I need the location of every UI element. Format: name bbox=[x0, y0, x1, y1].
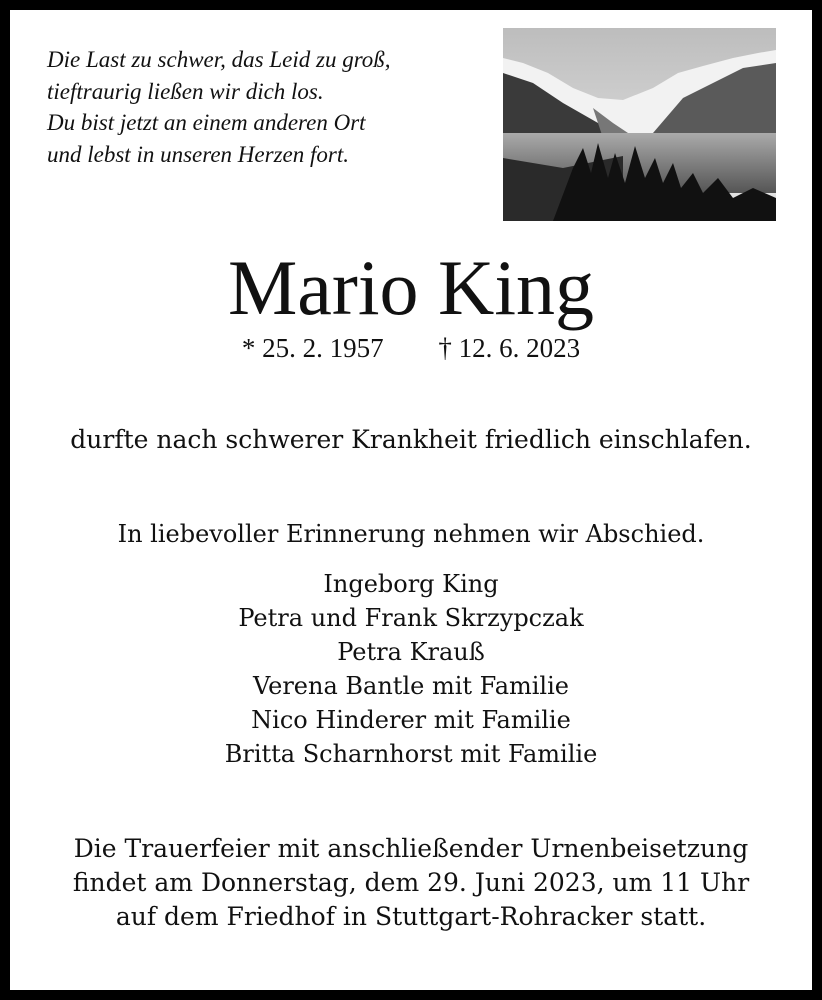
poem-line: und lebst in unseren Herzen fort. bbox=[47, 141, 349, 167]
mourner: Ingeborg King bbox=[323, 570, 499, 598]
mourner: Petra Krauß bbox=[337, 638, 485, 666]
funeral-line: Die Trauerfeier mit anschließender Urnenbeisetzung bbox=[73, 834, 749, 863]
mourners-list bbox=[0, 567, 822, 771]
mourner: Nico Hinderer mit Familie bbox=[251, 706, 571, 734]
mourner: Verena Bantle mit Familie bbox=[253, 672, 569, 700]
poem-line: Du bist jetzt an einem anderen Ort bbox=[47, 110, 366, 135]
death-date: † 12. 6. 2023 bbox=[438, 333, 581, 363]
funeral-line: auf dem Friedhof in Stuttgart-Rohracker statt. bbox=[115, 902, 707, 931]
poem-line: Die Last zu schwer, das Leid zu groß, bbox=[47, 47, 391, 72]
funeral-line: findet am Donnerstag, dem 29. Juni 2023, um 11 Uhr bbox=[72, 868, 750, 897]
farewell: In liebevoller Erinnerung nehmen wir Abschied. bbox=[117, 520, 705, 548]
mourner: Petra und Frank Skrzypczak bbox=[238, 604, 584, 632]
poem-line: tieftraurig ließen wir dich los. bbox=[47, 78, 324, 104]
statement: durfte nach schwerer Krankheit friedlich einschlafen. bbox=[70, 425, 752, 454]
deceased-name: Mario King bbox=[227, 244, 595, 331]
poem bbox=[47, 44, 391, 170]
mourner: Britta Scharnhorst mit Familie bbox=[224, 740, 598, 768]
mountain-lake-photo bbox=[503, 28, 776, 221]
life-dates bbox=[0, 333, 822, 364]
funeral-details bbox=[0, 832, 822, 934]
birth-date: * 25. 2. 1957 bbox=[241, 333, 384, 363]
